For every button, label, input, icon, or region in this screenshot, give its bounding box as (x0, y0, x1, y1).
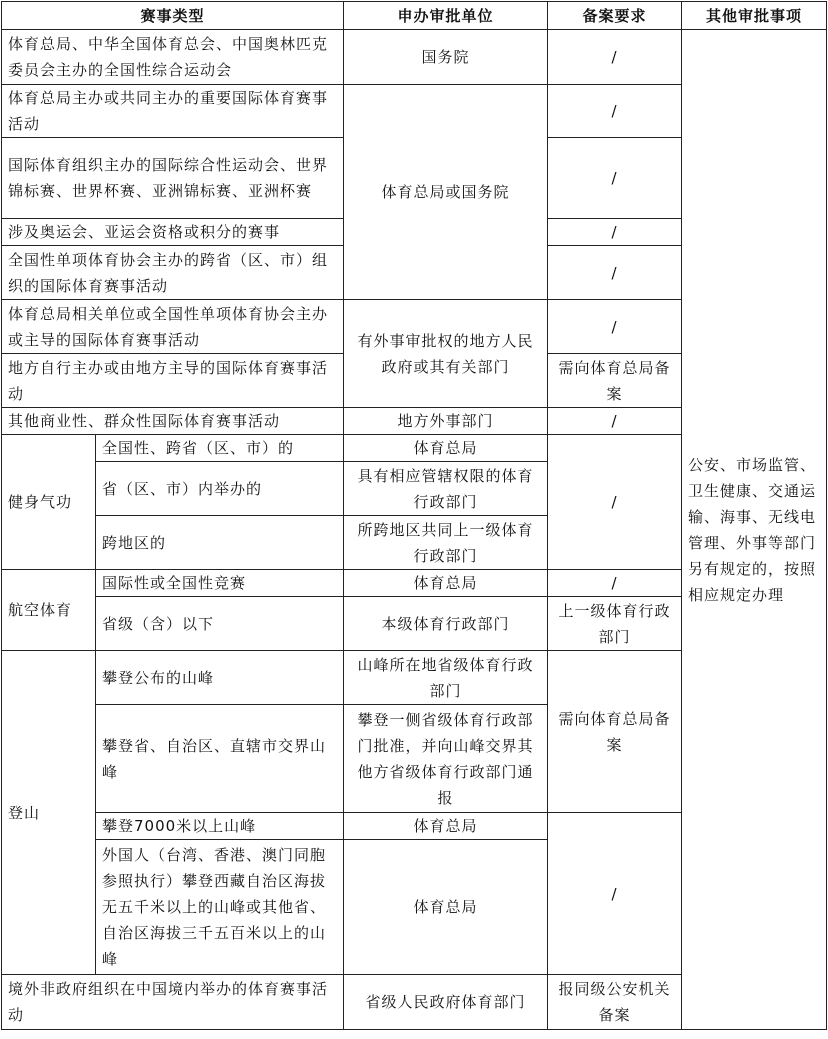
approval-unit-cell: 体育总局 (344, 813, 548, 840)
event-type-cell: 体育总局、中华全国体育总会、中国奥林匹克委员会主办的全国性综合运动会 (2, 30, 344, 85)
table-row (2, 30, 827, 85)
approval-unit-cell: 本级体育行政部门 (344, 597, 548, 651)
event-type-cell: 体育总局主办或共同主办的重要国际体育赛事活动 (2, 85, 344, 138)
event-type-cell: 国际体育组织主办的国际综合性运动会、世界锦标赛、世界杯赛、亚洲锦标赛、亚洲杯赛 (2, 138, 344, 219)
event-type-cell: 地方自行主办或由地方主导的国际体育赛事活动 (2, 354, 344, 408)
event-subtype-cell: 全国性、跨省（区、市）的 (96, 435, 344, 462)
record-cell: 需向体育总局备案 (548, 354, 682, 408)
record-cell: 需向体育总局备案 (548, 651, 682, 813)
record-cell: / (548, 435, 682, 570)
event-subtype-cell: 攀登公布的山峰 (96, 651, 344, 705)
event-type-cell: 体育总局相关单位或全国性单项体育协会主办或主导的国际体育赛事活动 (2, 300, 344, 354)
event-type-cell: 全国性单项体育协会主办的跨省（区、市）组织的国际体育赛事活动 (2, 246, 344, 300)
approval-unit-cell: 有外事审批权的地方人民政府或其有关部门 (344, 300, 548, 408)
record-cell: / (548, 246, 682, 300)
record-cell: 上一级体育行政部门 (548, 597, 682, 651)
sports-event-approval-table (1, 1, 827, 1030)
table-header-row (2, 2, 827, 30)
event-subtype-cell: 省级（含）以下 (96, 597, 344, 651)
category-label: 航空体育 (2, 570, 96, 651)
event-subtype-cell: 外国人（台湾、香港、澳门同胞参照执行）攀登西藏自治区海拔无五千米以上的山峰或其他省、自治区海拔三千五百米以上的山峰 (96, 840, 344, 975)
approval-unit-cell: 省级人民政府体育部门 (344, 975, 548, 1030)
record-cell: / (548, 570, 682, 597)
approval-unit-cell: 地方外事部门 (344, 408, 548, 435)
category-label: 健身气功 (2, 435, 96, 570)
record-cell: / (548, 813, 682, 975)
event-subtype-cell: 国际性或全国性竞赛 (96, 570, 344, 597)
event-type-cell: 境外非政府组织在中国境内举办的体育赛事活动 (2, 975, 344, 1030)
header-approval-unit: 申办审批单位 (344, 2, 548, 30)
approval-unit-cell: 体育总局 (344, 570, 548, 597)
header-other-approval: 其他审批事项 (682, 2, 827, 30)
header-event-type: 赛事类型 (2, 2, 344, 30)
record-cell: / (548, 408, 682, 435)
approval-unit-cell: 体育总局 (344, 435, 548, 462)
other-approval-cell: 公安、市场监管、卫生健康、交通运输、海事、无线电管理、外事等部门另有规定的，按照相应规定办理 (682, 30, 827, 1030)
record-cell: / (548, 300, 682, 354)
event-subtype-cell: 攀登省、自治区、直辖市交界山峰 (96, 705, 344, 813)
header-record-requirement: 备案要求 (548, 2, 682, 30)
approval-unit-cell: 攀登一侧省级体育行政部门批准，并向山峰交界其他方省级体育行政部门通报 (344, 705, 548, 813)
record-cell: / (548, 219, 682, 246)
event-subtype-cell: 省（区、市）内举办的 (96, 462, 344, 516)
approval-unit-cell: 体育总局或国务院 (344, 85, 548, 300)
approval-unit-cell: 所跨地区共同上一级体育行政部门 (344, 516, 548, 570)
approval-unit-cell: 山峰所在地省级体育行政部门 (344, 651, 548, 705)
record-cell: 报同级公安机关备案 (548, 975, 682, 1030)
record-cell: / (548, 85, 682, 138)
approval-unit-cell: 体育总局 (344, 840, 548, 975)
event-subtype-cell: 跨地区的 (96, 516, 344, 570)
category-label: 登山 (2, 651, 96, 975)
record-cell: / (548, 138, 682, 219)
event-type-cell: 其他商业性、群众性国际体育赛事活动 (2, 408, 344, 435)
event-subtype-cell: 攀登7000米以上山峰 (96, 813, 344, 840)
record-cell: / (548, 30, 682, 85)
event-type-cell: 涉及奥运会、亚运会资格或积分的赛事 (2, 219, 344, 246)
approval-unit-cell: 国务院 (344, 30, 548, 85)
approval-unit-cell: 具有相应管辖权限的体育行政部门 (344, 462, 548, 516)
